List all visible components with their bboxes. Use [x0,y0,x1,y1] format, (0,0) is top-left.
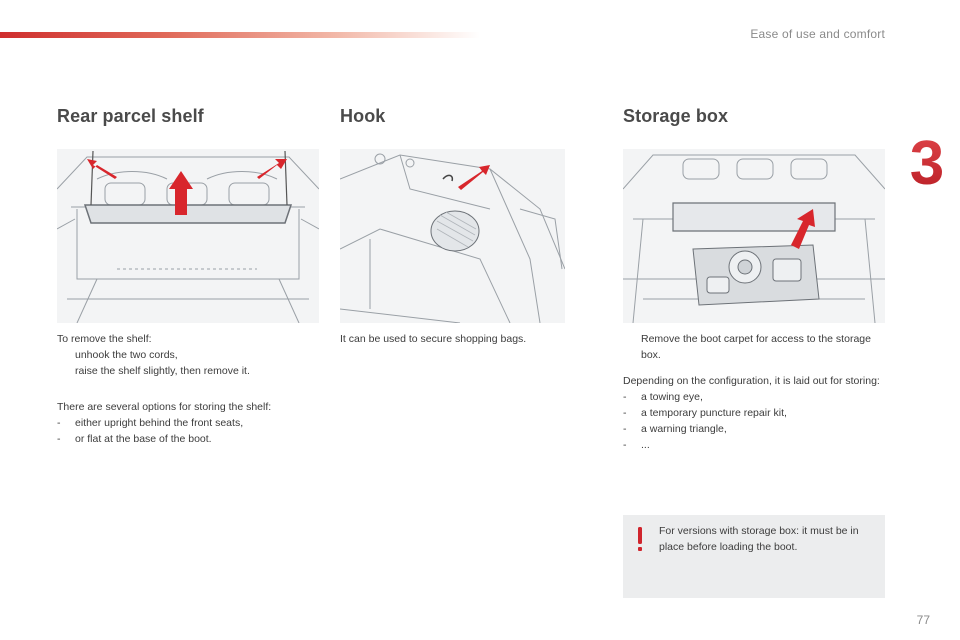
step-marker [623,331,641,363]
section-title: Ease of use and comfort [750,27,885,41]
storage-item-2: a temporary puncture repair kit, [641,407,787,419]
list-marker: - [57,433,61,445]
list-marker: - [57,417,61,429]
list-item [57,431,319,447]
shelf-option-1: either upright behind the front seats, [75,417,244,429]
storage-step: Remove the boot carpet for access to the storage box. [641,333,871,361]
list-item [623,437,885,453]
warning-text: For versions with storage box: it must be in place before loading the boot. [659,525,859,553]
storage-item-3: a warning triangle, [641,423,727,435]
hook-illustration [340,149,565,323]
rear-parcel-shelf-title: Rear parcel shelf [57,106,204,126]
chapter-number: 3 [909,132,945,192]
storage-item-4: ... [641,439,650,451]
header-accent-bar [0,32,480,38]
list-item [623,389,885,405]
list-marker: - [623,407,627,419]
step-marker [57,347,75,363]
shelf-step-2: raise the shelf slightly, then remove it. [75,365,250,377]
storage-contents-intro: Depending on the configuration, it is laid out for storing: [623,375,880,387]
list-item [57,415,319,431]
list-marker: - [623,439,627,451]
rear-parcel-shelf-section [57,106,319,447]
shelf-storage-intro: There are several options for storing the shelf: [57,401,272,413]
warning-notice [623,515,885,598]
page-number: 77 [916,613,930,627]
shelf-step-1: unhook the two cords, [75,349,178,361]
hook-section [340,106,602,347]
hook-description: It can be used to secure shopping bags. [340,333,527,345]
list-item [623,331,885,363]
exclamation-icon [635,527,645,553]
shelf-option-2: or flat at the base of the boot. [75,433,212,445]
hook-text [340,331,602,347]
list-item [623,405,885,421]
step-marker [57,363,75,379]
rear-parcel-shelf-text [57,331,319,447]
list-marker: - [623,391,627,403]
storage-box-text [623,331,885,453]
chapter-number-graphic [902,132,952,192]
storage-box-illustration [623,149,885,323]
shelf-removal-intro: To remove the shelf: [57,333,152,345]
hook-title: Hook [340,106,386,126]
storage-box-section [623,106,885,453]
list-marker: - [623,423,627,435]
rear-parcel-shelf-illustration [57,149,319,323]
list-item [623,421,885,437]
storage-box-title: Storage box [623,106,729,126]
list-item [57,363,319,379]
storage-item-1: a towing eye, [641,391,703,403]
list-item [57,347,319,363]
